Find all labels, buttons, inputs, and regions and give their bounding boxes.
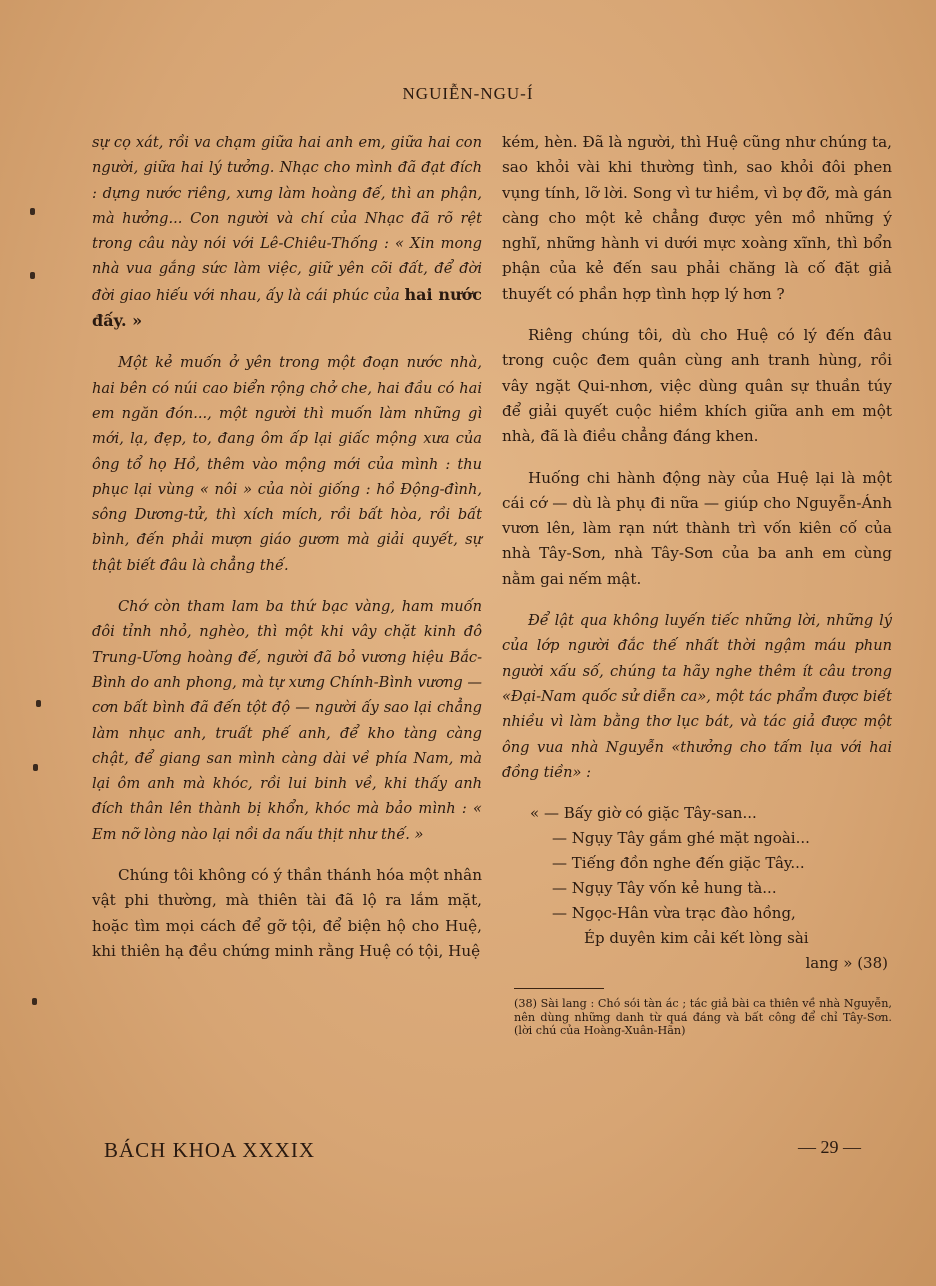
verse-line: « — Bấy giờ có giặc Tây-san... bbox=[530, 804, 757, 823]
footnote: (38) Sài lang : Chó sói tàn ác ; tác giả bài ca thiên về nhà Nguyễn, nên dùng những danh từ quá đáng và bất công để chỉ Tây-Sơn. (lời chú của Hoàng-Xuân-Hãn) bbox=[514, 997, 892, 1038]
verse-line: Ép duyên kim cải kết lòng sài bbox=[584, 929, 809, 948]
right-paragraph-3: Huống chi hành động này của Huệ lại là một cái cớ — dù là phụ đi nữa — giúp cho Nguyễn-Ánh vươn lên, làm rạn nứt thành trì vốn kiên cố của nhà Tây-Sơn, nhà Tây-Sơn của ba anh em cùng nằm gai nếm mật. bbox=[502, 468, 892, 588]
binding-hole bbox=[32, 998, 37, 1005]
right-column bbox=[502, 130, 892, 1038]
right-paragraph-2: Riêng chúng tôi, dù cho Huệ có lý đến đâu trong cuộc đem quân cùng anh tranh hùng, rồi vây ngặt Qui-nhơn, việc dùng quân sự thuần túy để giải quyết cuộc hiềm khích giữa anh em một nhà, đã là điều chẳng đáng khen. bbox=[502, 326, 892, 446]
left-paragraph-1-bold: hai nước đấy. » bbox=[92, 284, 483, 331]
running-header: NGUIỄN-NGU-Í bbox=[402, 84, 534, 103]
left-paragraph-1-text: sự cọ xát, rồi va chạm giữa hai anh em, giữa hai con người, giữa hai lý tưởng. Nhạc cho mình đã đạt đích : dựng nước riêng, xưng làm hoàng đế, thì an phận, mà hưởng... Con người và chí của Nhạc đã rõ rệt trong câu này nói với Lê-Chiêu-Thống : « Xin mong nhà vua gắng sức làm việc, giữ yên cõi đất, để đời đời giao hiếu với nhau, ấy là cái phúc của bbox=[92, 134, 482, 304]
left-paragraph-4: Chúng tôi không có ý thần thánh hóa một nhân vật phi thường, mà thiên tài đã lộ ra lắm mặt, hoặc tìm mọi cách để gỡ tội, để biện hộ cho Huệ, khi thiên hạ đều chứng minh rằng Huệ có tội, Huệ bbox=[92, 866, 482, 960]
verse-line: lang » (38) bbox=[805, 954, 888, 973]
verse-line: — Ngụy Tây gắm ghé mặt ngoài... bbox=[552, 829, 810, 848]
verse-line: — Ngụy Tây vốn kẻ hung tà... bbox=[552, 879, 777, 898]
verse-quote bbox=[502, 801, 892, 976]
right-paragraph-4: Để lật qua không luyến tiếc những lời, những lý của lớp người đắc thế nhất thời ngậm máu phun người xấu số, chúng ta hãy nghe thêm ít câu trong «Đại-Nam quốc sử diễn ca», một tác phẩm được biết nhiều vì làm bằng thơ lục bát, và tác giả được một ông vua nhà Nguyễn «thưởng cho tấm lụa với hai đồng tiền» : bbox=[502, 612, 892, 781]
left-column bbox=[92, 130, 482, 980]
right-paragraph-1: kém, hèn. Đã là người, thì Huệ cũng như chúng ta, sao khỏi vài khi thường tình, sao khỏi đôi phen vụng tính, lỡ lời. Song vì tư hiềm, vì bợ đỡ, mà gán càng cho một kẻ chẳng được yên mồ những ý nghĩ, những hành vi dưới mực xoàng xĩnh, thì bổn phận của kẻ đến sau phải chăng là cố đặt giả thuyết có phần hợp tình hợp lý hơn ? bbox=[502, 133, 892, 303]
left-paragraph-2: Một kẻ muốn ở yên trong một đoạn nước nhà, hai bên có núi cao biển rộng chở che, hai đầu có hai em ngăn đón..., một người thì muốn làm những gì mới, lạ, đẹp, to, đang ôm ấp lại giấc mộng xưa của ông tổ họ Hồ, thêm vào mộng mới của mình : thu phục lại vùng « nôi » của nòi giống : hồ Động-đình, sông Dương-tử, thì xích mích, rồi bất hòa, rồi bất bình, đến phải mượn giáo gươm mà giải quyết, sự thật biết đâu là chẳng thế. bbox=[92, 354, 482, 574]
binding-hole bbox=[30, 208, 35, 215]
binding-hole bbox=[36, 700, 41, 707]
journal-name: BÁCH KHOA XXXIX bbox=[104, 1138, 316, 1162]
footnote-divider bbox=[514, 988, 604, 989]
binding-hole bbox=[33, 764, 38, 771]
page-number: — 29 — bbox=[798, 1137, 861, 1157]
binding-hole bbox=[30, 272, 35, 279]
left-paragraph-1 bbox=[92, 130, 482, 334]
left-paragraph-3: Chớ còn tham lam ba thứ bạc vàng, ham muốn đôi tỉnh nhỏ, nghèo, thì một khi vây chặt kinh đô Trung-Ương hoàng đế, người đã bỏ vương hiệu Bắc-Bình do anh phong, mà tự xưng Chính-Bình vương — cơn bất bình đã đến tột độ — người ấy sao lại chẳng làm nhục anh, truất phế anh, để kho tàng càng chật, để giang san mình càng dài về phía Nam, mà lại ôm anh mà khóc, rồi lui binh về, khi thấy anh đích thân lên thành bị khổn, khóc mà bảo mình : « Em nỡ lòng nào lại nồi da nấu thịt như thế. » bbox=[92, 598, 482, 843]
verse-line: — Ngọc-Hân vừa trạc đào hồng, bbox=[552, 904, 796, 923]
verse-line: — Tiếng đồn nghe đến giặc Tây... bbox=[552, 854, 805, 873]
